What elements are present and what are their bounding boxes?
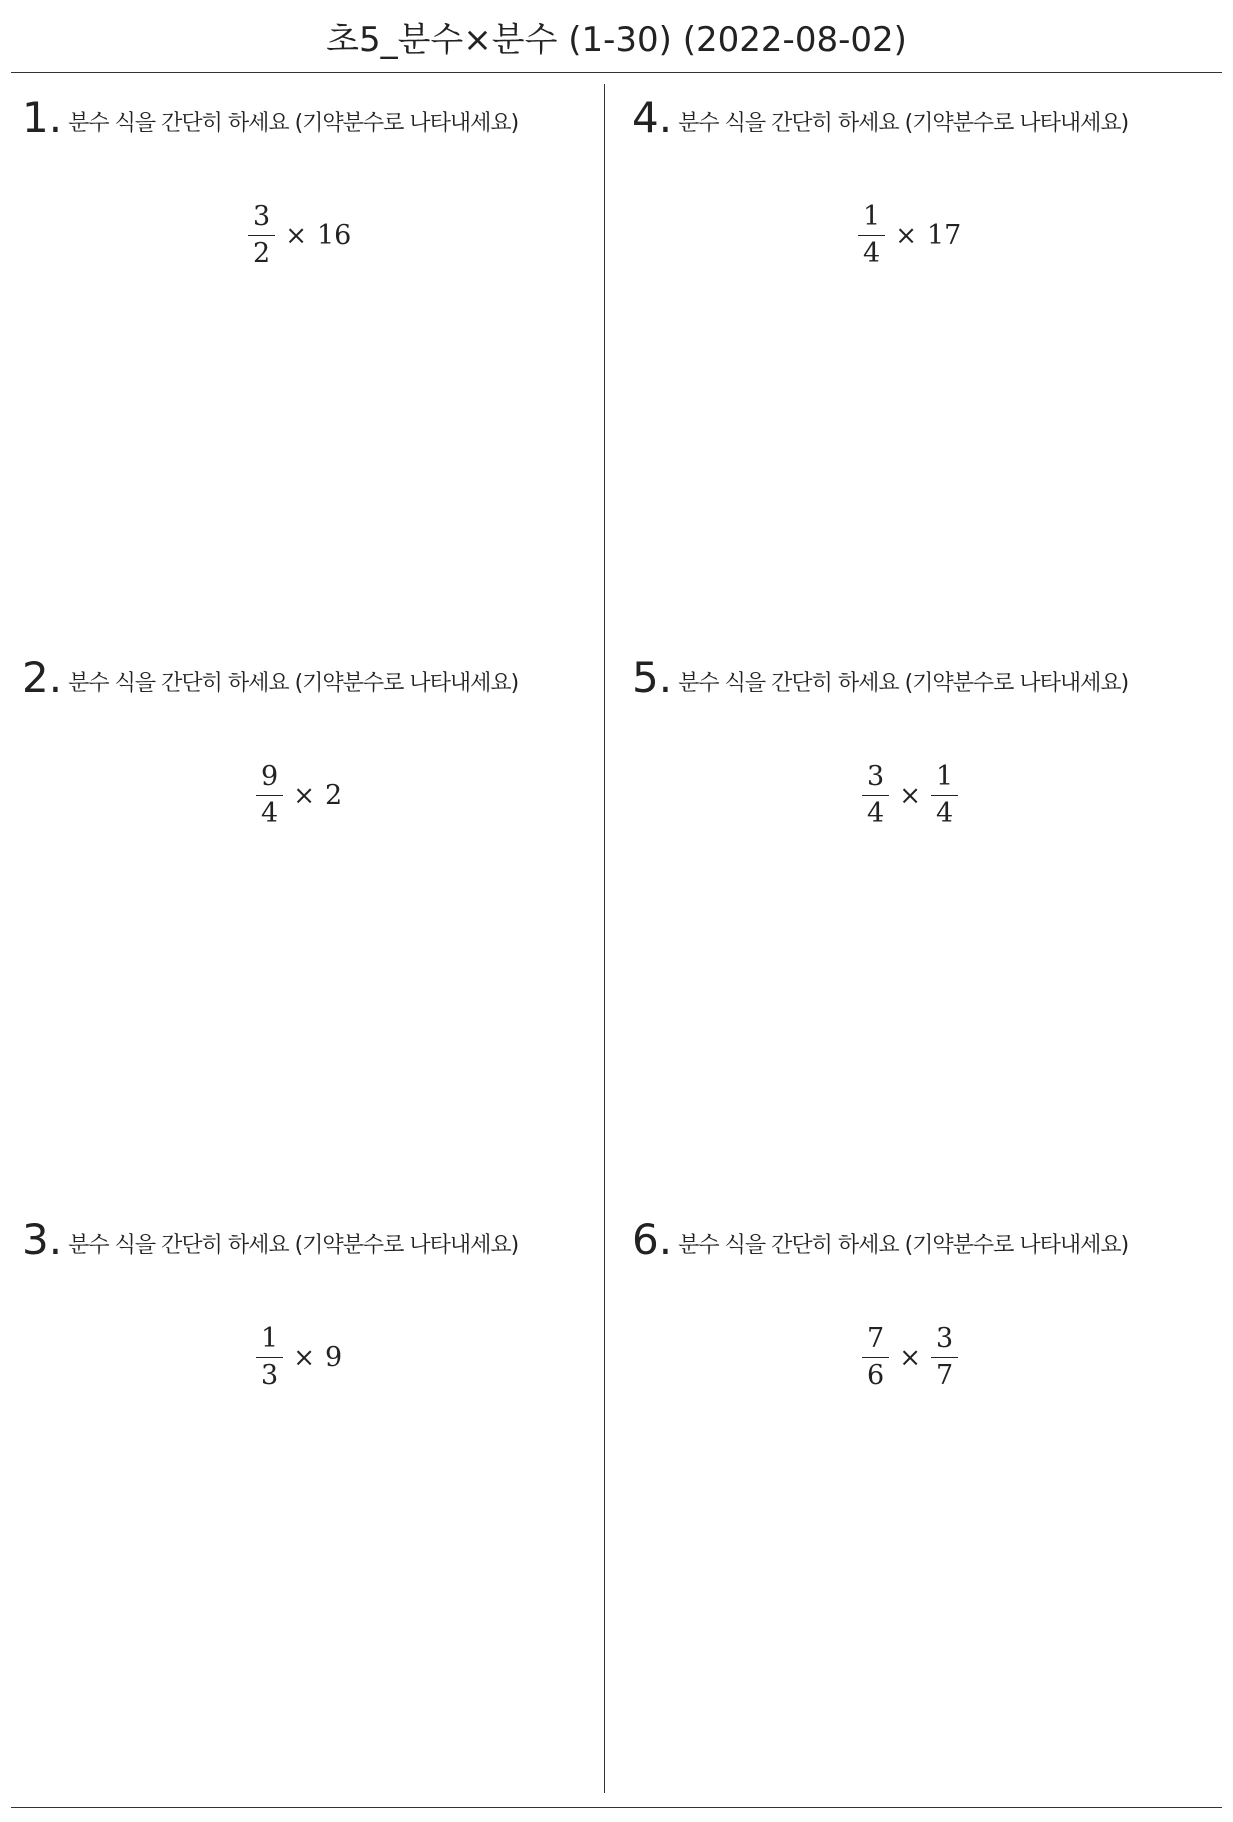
- problem-3: [22, 1214, 602, 1754]
- problem-4: [632, 92, 1212, 632]
- problem-instruction: 분수 식을 간단히 하세요 (기약분수로 나타내세요): [68, 1233, 519, 1258]
- problem-instruction: 분수 식을 간단히 하세요 (기약분수로 나타내세요): [678, 111, 1129, 136]
- denominator: 6: [867, 1360, 885, 1391]
- fraction: [931, 762, 958, 829]
- integer-operand: 2: [324, 780, 343, 811]
- problem-number: 6.: [632, 1215, 673, 1264]
- numerator: 1: [256, 1324, 283, 1358]
- denominator: 4: [867, 798, 885, 829]
- problem-1: [22, 92, 602, 632]
- problem-header: [22, 92, 518, 144]
- integer-operand: 9: [324, 1342, 343, 1373]
- numerator: 1: [858, 202, 885, 236]
- times-operator: ×: [895, 220, 917, 251]
- problem-number: 5.: [632, 653, 673, 702]
- problem-number: 2.: [22, 653, 63, 702]
- numerator: 9: [256, 762, 283, 796]
- integer-operand: 16: [316, 220, 352, 251]
- denominator: 4: [261, 798, 279, 829]
- numerator: 1: [931, 762, 958, 796]
- fraction: [256, 1324, 283, 1391]
- worksheet-title: 초5_분수×분수 (1-30) (2022-08-02): [326, 20, 907, 60]
- problem-instruction: 분수 식을 간단히 하세요 (기약분수로 나타내세요): [678, 1233, 1129, 1258]
- denominator: 7: [935, 1360, 954, 1391]
- bottom-rule: [11, 1807, 1222, 1808]
- problem-instruction: 분수 식을 간단히 하세요 (기약분수로 나타내세요): [68, 111, 519, 136]
- expression: [248, 202, 351, 269]
- times-operator: ×: [899, 1342, 921, 1373]
- expression: [862, 1324, 958, 1391]
- expression: [858, 202, 961, 269]
- times-operator: ×: [899, 780, 921, 811]
- fraction: [862, 762, 889, 829]
- numerator: 3: [862, 762, 889, 796]
- problem-header: [632, 652, 1128, 704]
- problem-number: 3.: [22, 1215, 63, 1264]
- top-rule: [11, 72, 1222, 73]
- expression: [256, 1324, 342, 1391]
- fraction: [931, 1324, 958, 1391]
- expression: [256, 762, 342, 829]
- times-operator: ×: [293, 1342, 315, 1373]
- problem-number: 4.: [632, 93, 673, 142]
- problem-instruction: 분수 식을 간단히 하세요 (기약분수로 나타내세요): [678, 671, 1129, 696]
- problem-instruction: 분수 식을 간단히 하세요 (기약분수로 나타내세요): [68, 671, 519, 696]
- problem-header: [632, 92, 1128, 144]
- problem-header: [22, 652, 518, 704]
- problem-5: [632, 652, 1212, 1192]
- denominator: 3: [261, 1360, 279, 1391]
- problem-number: 1.: [22, 93, 63, 142]
- denominator: 2: [253, 238, 271, 269]
- integer-operand: 17: [926, 220, 962, 251]
- problem-2: [22, 652, 602, 1192]
- times-operator: ×: [293, 780, 315, 811]
- fraction: [248, 202, 275, 269]
- problem-header: [632, 1214, 1128, 1266]
- problem-header: [22, 1214, 518, 1266]
- fraction: [256, 762, 283, 829]
- fraction: [862, 1324, 889, 1391]
- denominator: 4: [935, 798, 954, 829]
- column-divider: [604, 84, 605, 1793]
- times-operator: ×: [285, 220, 307, 251]
- problem-6: [632, 1214, 1212, 1754]
- expression: [862, 762, 958, 829]
- denominator: 4: [863, 238, 881, 269]
- numerator: 7: [862, 1324, 889, 1358]
- numerator: 3: [248, 202, 275, 236]
- fraction: [858, 202, 885, 269]
- numerator: 3: [931, 1324, 958, 1358]
